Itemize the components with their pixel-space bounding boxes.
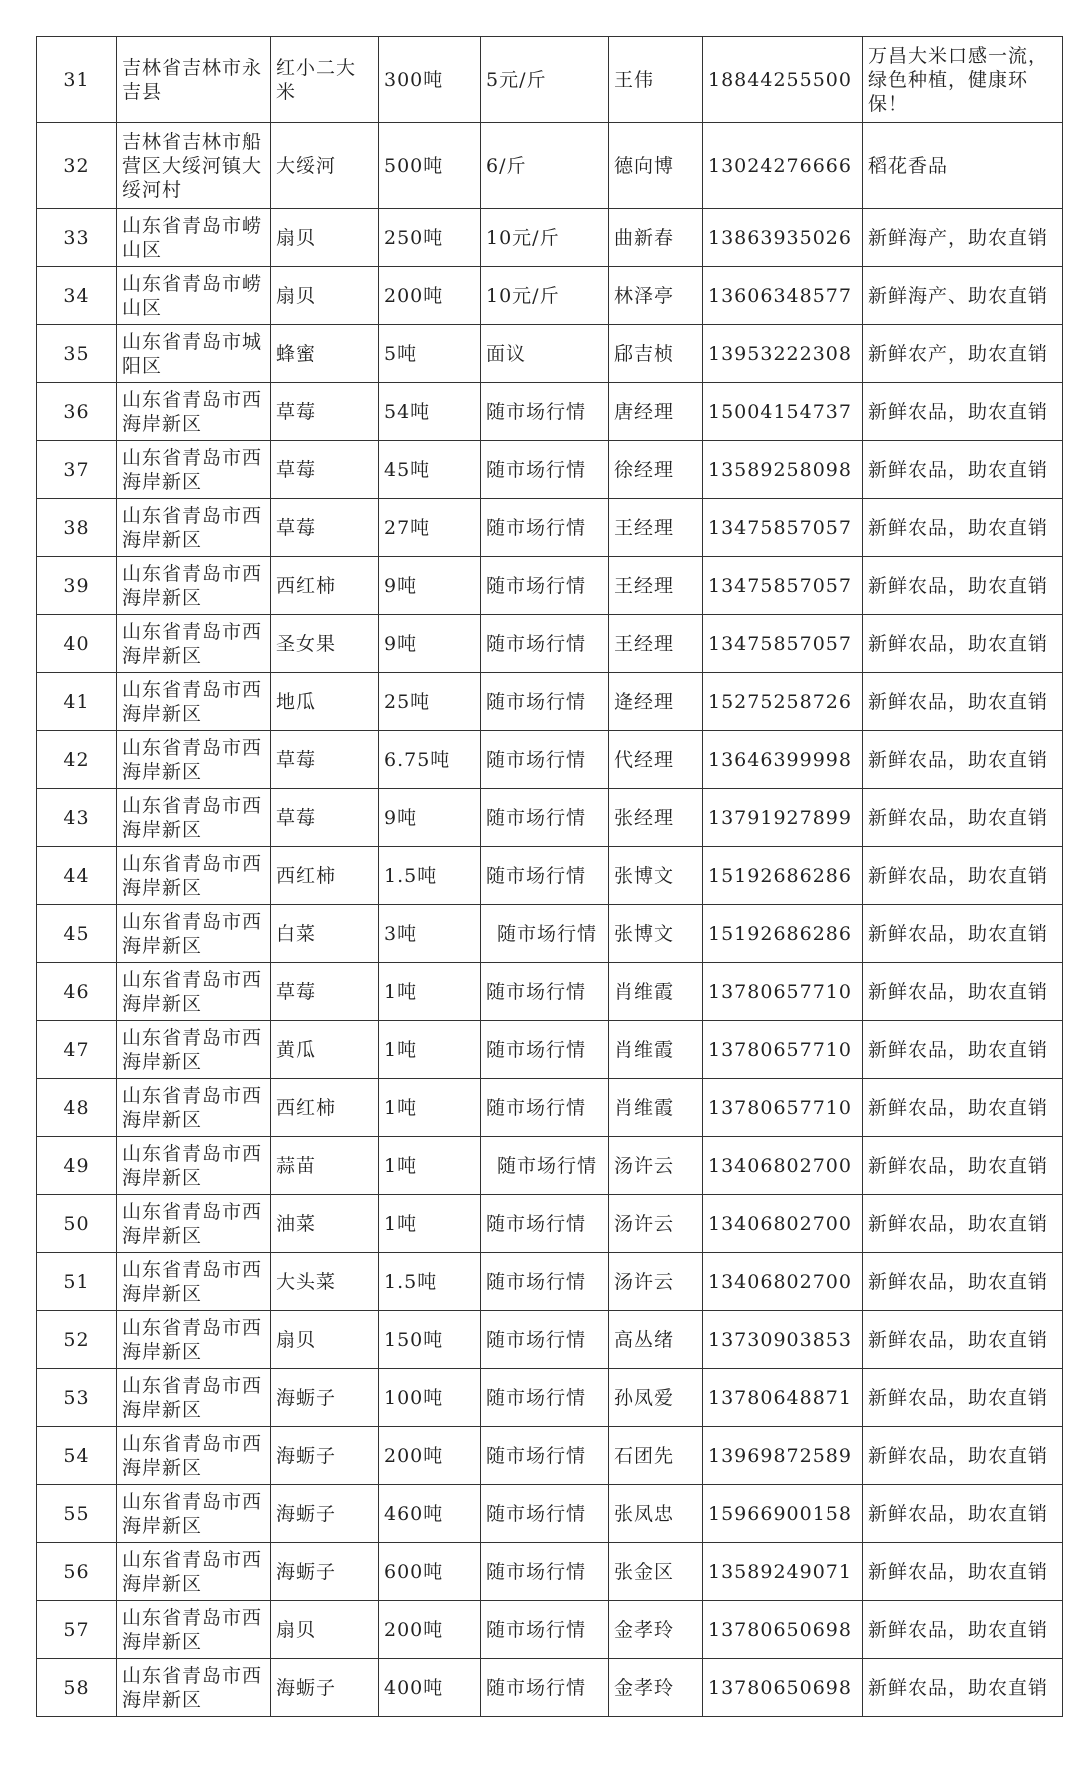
phone-cell: 13780650698 (703, 1659, 863, 1717)
price-cell: 随市场行情 (481, 1369, 609, 1427)
remark-cell: 新鲜农品，助农直销 (863, 1021, 1063, 1079)
quantity-cell: 1吨 (379, 1195, 481, 1253)
phone-cell: 13406802700 (703, 1195, 863, 1253)
location-cell: 山东省青岛市城阳区 (117, 325, 271, 383)
row-number: 55 (37, 1485, 117, 1543)
row-number: 54 (37, 1427, 117, 1485)
quantity-cell: 200吨 (379, 267, 481, 325)
product-cell: 西红柿 (271, 557, 379, 615)
product-cell: 大绥河 (271, 123, 379, 209)
phone-cell: 15275258726 (703, 673, 863, 731)
contact-cell: 王经理 (609, 499, 703, 557)
quantity-cell: 27吨 (379, 499, 481, 557)
phone-cell: 13646399998 (703, 731, 863, 789)
location-cell: 山东省青岛市西海岸新区 (117, 673, 271, 731)
quantity-cell: 100吨 (379, 1369, 481, 1427)
contact-cell: 唐经理 (609, 383, 703, 441)
quantity-cell: 9吨 (379, 789, 481, 847)
table-row (37, 1079, 1063, 1137)
phone-cell: 13780657710 (703, 1021, 863, 1079)
contact-cell: 金孝玲 (609, 1659, 703, 1717)
contact-cell: 王经理 (609, 557, 703, 615)
table-row (37, 1543, 1063, 1601)
contact-cell: 张博文 (609, 847, 703, 905)
price-cell: 随市场行情 (481, 1137, 609, 1195)
price-cell: 随市场行情 (481, 963, 609, 1021)
product-cell: 红小二大米 (271, 37, 379, 123)
row-number: 58 (37, 1659, 117, 1717)
price-cell: 随市场行情 (481, 1427, 609, 1485)
product-cell: 海蛎子 (271, 1369, 379, 1427)
table-row (37, 557, 1063, 615)
table-row (37, 1485, 1063, 1543)
row-number: 42 (37, 731, 117, 789)
contact-cell: 张博文 (609, 905, 703, 963)
table-row (37, 673, 1063, 731)
contact-cell: 德向博 (609, 123, 703, 209)
contact-cell: 汤许云 (609, 1253, 703, 1311)
quantity-cell: 300吨 (379, 37, 481, 123)
remark-cell: 新鲜农品，助农直销 (863, 1311, 1063, 1369)
price-cell: 10元/斤 (481, 267, 609, 325)
location-cell: 山东省青岛市西海岸新区 (117, 905, 271, 963)
table-row (37, 615, 1063, 673)
phone-cell: 13953222308 (703, 325, 863, 383)
phone-cell: 13606348577 (703, 267, 863, 325)
price-cell: 随市场行情 (481, 1021, 609, 1079)
quantity-cell: 54吨 (379, 383, 481, 441)
row-number: 35 (37, 325, 117, 383)
table-row (37, 1427, 1063, 1485)
location-cell: 吉林省吉林市船营区大绥河镇大绥河村 (117, 123, 271, 209)
product-cell: 黄瓜 (271, 1021, 379, 1079)
row-number: 38 (37, 499, 117, 557)
product-cell: 草莓 (271, 441, 379, 499)
quantity-cell: 1.5吨 (379, 847, 481, 905)
quantity-cell: 1吨 (379, 1079, 481, 1137)
location-cell: 山东省青岛市崂山区 (117, 209, 271, 267)
remark-cell: 新鲜农品，助农直销 (863, 1601, 1063, 1659)
quantity-cell: 9吨 (379, 557, 481, 615)
row-number: 32 (37, 123, 117, 209)
product-cell: 海蛎子 (271, 1543, 379, 1601)
row-number: 53 (37, 1369, 117, 1427)
contact-cell: 徐经理 (609, 441, 703, 499)
produce-listing-table (36, 36, 1063, 1717)
product-cell: 海蛎子 (271, 1427, 379, 1485)
phone-cell: 13475857057 (703, 499, 863, 557)
quantity-cell: 200吨 (379, 1427, 481, 1485)
quantity-cell: 150吨 (379, 1311, 481, 1369)
location-cell: 山东省青岛市西海岸新区 (117, 789, 271, 847)
contact-cell: 王伟 (609, 37, 703, 123)
price-cell: 随市场行情 (481, 1195, 609, 1253)
remark-cell: 新鲜农品，助农直销 (863, 383, 1063, 441)
row-number: 36 (37, 383, 117, 441)
phone-cell: 15004154737 (703, 383, 863, 441)
row-number: 52 (37, 1311, 117, 1369)
table-row (37, 383, 1063, 441)
location-cell: 山东省青岛市西海岸新区 (117, 383, 271, 441)
phone-cell: 13863935026 (703, 209, 863, 267)
remark-cell: 新鲜农品，助农直销 (863, 1427, 1063, 1485)
remark-cell: 新鲜农品，助农直销 (863, 905, 1063, 963)
product-cell: 草莓 (271, 383, 379, 441)
location-cell: 山东省青岛市西海岸新区 (117, 1369, 271, 1427)
phone-cell: 13730903853 (703, 1311, 863, 1369)
contact-cell: 逄经理 (609, 673, 703, 731)
row-number: 56 (37, 1543, 117, 1601)
contact-cell: 张经理 (609, 789, 703, 847)
price-cell: 随市场行情 (481, 383, 609, 441)
contact-cell: 王经理 (609, 615, 703, 673)
row-number: 37 (37, 441, 117, 499)
row-number: 51 (37, 1253, 117, 1311)
product-cell: 西红柿 (271, 1079, 379, 1137)
location-cell: 山东省青岛市西海岸新区 (117, 557, 271, 615)
table-row (37, 123, 1063, 209)
contact-cell: 林泽亭 (609, 267, 703, 325)
location-cell: 山东省青岛市西海岸新区 (117, 847, 271, 905)
remark-cell: 新鲜农品，助农直销 (863, 789, 1063, 847)
price-cell: 随市场行情 (481, 499, 609, 557)
contact-cell: 郈吉桢 (609, 325, 703, 383)
product-cell: 草莓 (271, 789, 379, 847)
row-number: 40 (37, 615, 117, 673)
phone-cell: 13969872589 (703, 1427, 863, 1485)
price-cell: 随市场行情 (481, 1079, 609, 1137)
table-row (37, 1021, 1063, 1079)
product-cell: 草莓 (271, 963, 379, 1021)
remark-cell: 新鲜农品，助农直销 (863, 847, 1063, 905)
table-row (37, 1311, 1063, 1369)
contact-cell: 孙凤爱 (609, 1369, 703, 1427)
location-cell: 山东省青岛市西海岸新区 (117, 731, 271, 789)
row-number: 47 (37, 1021, 117, 1079)
row-number: 34 (37, 267, 117, 325)
price-cell: 随市场行情 (481, 731, 609, 789)
phone-cell: 15192686286 (703, 905, 863, 963)
remark-cell: 新鲜农品，助农直销 (863, 1369, 1063, 1427)
row-number: 49 (37, 1137, 117, 1195)
location-cell: 山东省青岛市西海岸新区 (117, 1543, 271, 1601)
location-cell: 吉林省吉林市永吉县 (117, 37, 271, 123)
phone-cell: 18844255500 (703, 37, 863, 123)
price-cell: 面议 (481, 325, 609, 383)
product-cell: 西红柿 (271, 847, 379, 905)
quantity-cell: 6.75吨 (379, 731, 481, 789)
quantity-cell: 1吨 (379, 1021, 481, 1079)
remark-cell: 新鲜海产、助农直销 (863, 267, 1063, 325)
phone-cell: 13589249071 (703, 1543, 863, 1601)
product-cell: 扇贝 (271, 1601, 379, 1659)
location-cell: 山东省青岛市西海岸新区 (117, 441, 271, 499)
table-row (37, 499, 1063, 557)
phone-cell: 13406802700 (703, 1253, 863, 1311)
table-row (37, 1369, 1063, 1427)
table-row (37, 209, 1063, 267)
table-row (37, 1659, 1063, 1717)
remark-cell: 新鲜农品，助农直销 (863, 1485, 1063, 1543)
table-body (37, 37, 1063, 1717)
quantity-cell: 5吨 (379, 325, 481, 383)
price-cell: 随市场行情 (481, 1253, 609, 1311)
contact-cell: 高丛绪 (609, 1311, 703, 1369)
location-cell: 山东省青岛市西海岸新区 (117, 1427, 271, 1485)
quantity-cell: 250吨 (379, 209, 481, 267)
quantity-cell: 500吨 (379, 123, 481, 209)
remark-cell: 新鲜农产，助农直销 (863, 325, 1063, 383)
contact-cell: 曲新春 (609, 209, 703, 267)
remark-cell: 新鲜农品，助农直销 (863, 1253, 1063, 1311)
table-row (37, 963, 1063, 1021)
contact-cell: 肖维霞 (609, 1079, 703, 1137)
row-number: 48 (37, 1079, 117, 1137)
contact-cell: 汤许云 (609, 1137, 703, 1195)
phone-cell: 13024276666 (703, 123, 863, 209)
remark-cell: 新鲜农品，助农直销 (863, 1137, 1063, 1195)
location-cell: 山东省青岛市崂山区 (117, 267, 271, 325)
quantity-cell: 400吨 (379, 1659, 481, 1717)
remark-cell: 新鲜农品，助农直销 (863, 963, 1063, 1021)
phone-cell: 13406802700 (703, 1137, 863, 1195)
row-number: 31 (37, 37, 117, 123)
phone-cell: 13780657710 (703, 963, 863, 1021)
table-row (37, 1195, 1063, 1253)
quantity-cell: 1吨 (379, 963, 481, 1021)
quantity-cell: 600吨 (379, 1543, 481, 1601)
price-cell: 随市场行情 (481, 905, 609, 963)
table-row (37, 1253, 1063, 1311)
location-cell: 山东省青岛市西海岸新区 (117, 1311, 271, 1369)
location-cell: 山东省青岛市西海岸新区 (117, 1659, 271, 1717)
price-cell: 6/斤 (481, 123, 609, 209)
row-number: 39 (37, 557, 117, 615)
product-cell: 草莓 (271, 499, 379, 557)
row-number: 43 (37, 789, 117, 847)
phone-cell: 13475857057 (703, 615, 863, 673)
price-cell: 随市场行情 (481, 441, 609, 499)
price-cell: 随市场行情 (481, 847, 609, 905)
remark-cell: 新鲜农品，助农直销 (863, 673, 1063, 731)
phone-cell: 13780650698 (703, 1601, 863, 1659)
location-cell: 山东省青岛市西海岸新区 (117, 499, 271, 557)
location-cell: 山东省青岛市西海岸新区 (117, 1601, 271, 1659)
table-row (37, 1137, 1063, 1195)
row-number: 46 (37, 963, 117, 1021)
price-cell: 随市场行情 (481, 1485, 609, 1543)
price-cell: 随市场行情 (481, 615, 609, 673)
contact-cell: 肖维霞 (609, 1021, 703, 1079)
table-row (37, 789, 1063, 847)
phone-cell: 15192686286 (703, 847, 863, 905)
location-cell: 山东省青岛市西海岸新区 (117, 1021, 271, 1079)
product-cell: 地瓜 (271, 673, 379, 731)
table-row (37, 325, 1063, 383)
remark-cell: 新鲜农品，助农直销 (863, 1659, 1063, 1717)
quantity-cell: 45吨 (379, 441, 481, 499)
product-cell: 草莓 (271, 731, 379, 789)
product-cell: 蜂蜜 (271, 325, 379, 383)
price-cell: 5元/斤 (481, 37, 609, 123)
phone-cell: 13791927899 (703, 789, 863, 847)
location-cell: 山东省青岛市西海岸新区 (117, 615, 271, 673)
table-row (37, 731, 1063, 789)
product-cell: 扇贝 (271, 267, 379, 325)
remark-cell: 新鲜农品，助农直销 (863, 441, 1063, 499)
quantity-cell: 1.5吨 (379, 1253, 481, 1311)
contact-cell: 张凤忠 (609, 1485, 703, 1543)
row-number: 41 (37, 673, 117, 731)
price-cell: 随市场行情 (481, 789, 609, 847)
remark-cell: 新鲜农品，助农直销 (863, 615, 1063, 673)
price-cell: 随市场行情 (481, 1543, 609, 1601)
product-cell: 海蛎子 (271, 1659, 379, 1717)
product-cell: 扇贝 (271, 1311, 379, 1369)
remark-cell: 新鲜农品，助农直销 (863, 1543, 1063, 1601)
quantity-cell: 25吨 (379, 673, 481, 731)
contact-cell: 石团先 (609, 1427, 703, 1485)
location-cell: 山东省青岛市西海岸新区 (117, 1485, 271, 1543)
phone-cell: 15966900158 (703, 1485, 863, 1543)
product-cell: 蒜苗 (271, 1137, 379, 1195)
location-cell: 山东省青岛市西海岸新区 (117, 1079, 271, 1137)
location-cell: 山东省青岛市西海岸新区 (117, 963, 271, 1021)
table-row (37, 441, 1063, 499)
quantity-cell: 460吨 (379, 1485, 481, 1543)
remark-cell: 新鲜海产，助农直销 (863, 209, 1063, 267)
remark-cell: 新鲜农品，助农直销 (863, 731, 1063, 789)
location-cell: 山东省青岛市西海岸新区 (117, 1253, 271, 1311)
row-number: 33 (37, 209, 117, 267)
remark-cell: 新鲜农品，助农直销 (863, 499, 1063, 557)
contact-cell: 代经理 (609, 731, 703, 789)
product-cell: 大头菜 (271, 1253, 379, 1311)
phone-cell: 13780648871 (703, 1369, 863, 1427)
product-cell: 扇贝 (271, 209, 379, 267)
quantity-cell: 9吨 (379, 615, 481, 673)
price-cell: 随市场行情 (481, 673, 609, 731)
table-row (37, 37, 1063, 123)
remark-cell: 新鲜农品，助农直销 (863, 557, 1063, 615)
location-cell: 山东省青岛市西海岸新区 (117, 1137, 271, 1195)
contact-cell: 肖维霞 (609, 963, 703, 1021)
row-number: 50 (37, 1195, 117, 1253)
row-number: 57 (37, 1601, 117, 1659)
product-cell: 白菜 (271, 905, 379, 963)
remark-cell: 新鲜农品，助农直销 (863, 1195, 1063, 1253)
phone-cell: 13780657710 (703, 1079, 863, 1137)
price-cell: 随市场行情 (481, 557, 609, 615)
table-row (37, 847, 1063, 905)
contact-cell: 金孝玲 (609, 1601, 703, 1659)
price-cell: 随市场行情 (481, 1311, 609, 1369)
price-cell: 随市场行情 (481, 1601, 609, 1659)
contact-cell: 张金区 (609, 1543, 703, 1601)
table-row (37, 1601, 1063, 1659)
phone-cell: 13475857057 (703, 557, 863, 615)
row-number: 45 (37, 905, 117, 963)
table-row (37, 267, 1063, 325)
contact-cell: 汤许云 (609, 1195, 703, 1253)
remark-cell: 万昌大米口感一流，绿色种植，健康环保！ (863, 37, 1063, 123)
phone-cell: 13589258098 (703, 441, 863, 499)
table-row (37, 905, 1063, 963)
quantity-cell: 200吨 (379, 1601, 481, 1659)
price-cell: 10元/斤 (481, 209, 609, 267)
product-cell: 油菜 (271, 1195, 379, 1253)
product-cell: 海蛎子 (271, 1485, 379, 1543)
remark-cell: 新鲜农品，助农直销 (863, 1079, 1063, 1137)
location-cell: 山东省青岛市西海岸新区 (117, 1195, 271, 1253)
price-cell: 随市场行情 (481, 1659, 609, 1717)
row-number: 44 (37, 847, 117, 905)
remark-cell: 稻花香品 (863, 123, 1063, 209)
quantity-cell: 3吨 (379, 905, 481, 963)
product-cell: 圣女果 (271, 615, 379, 673)
quantity-cell: 1吨 (379, 1137, 481, 1195)
